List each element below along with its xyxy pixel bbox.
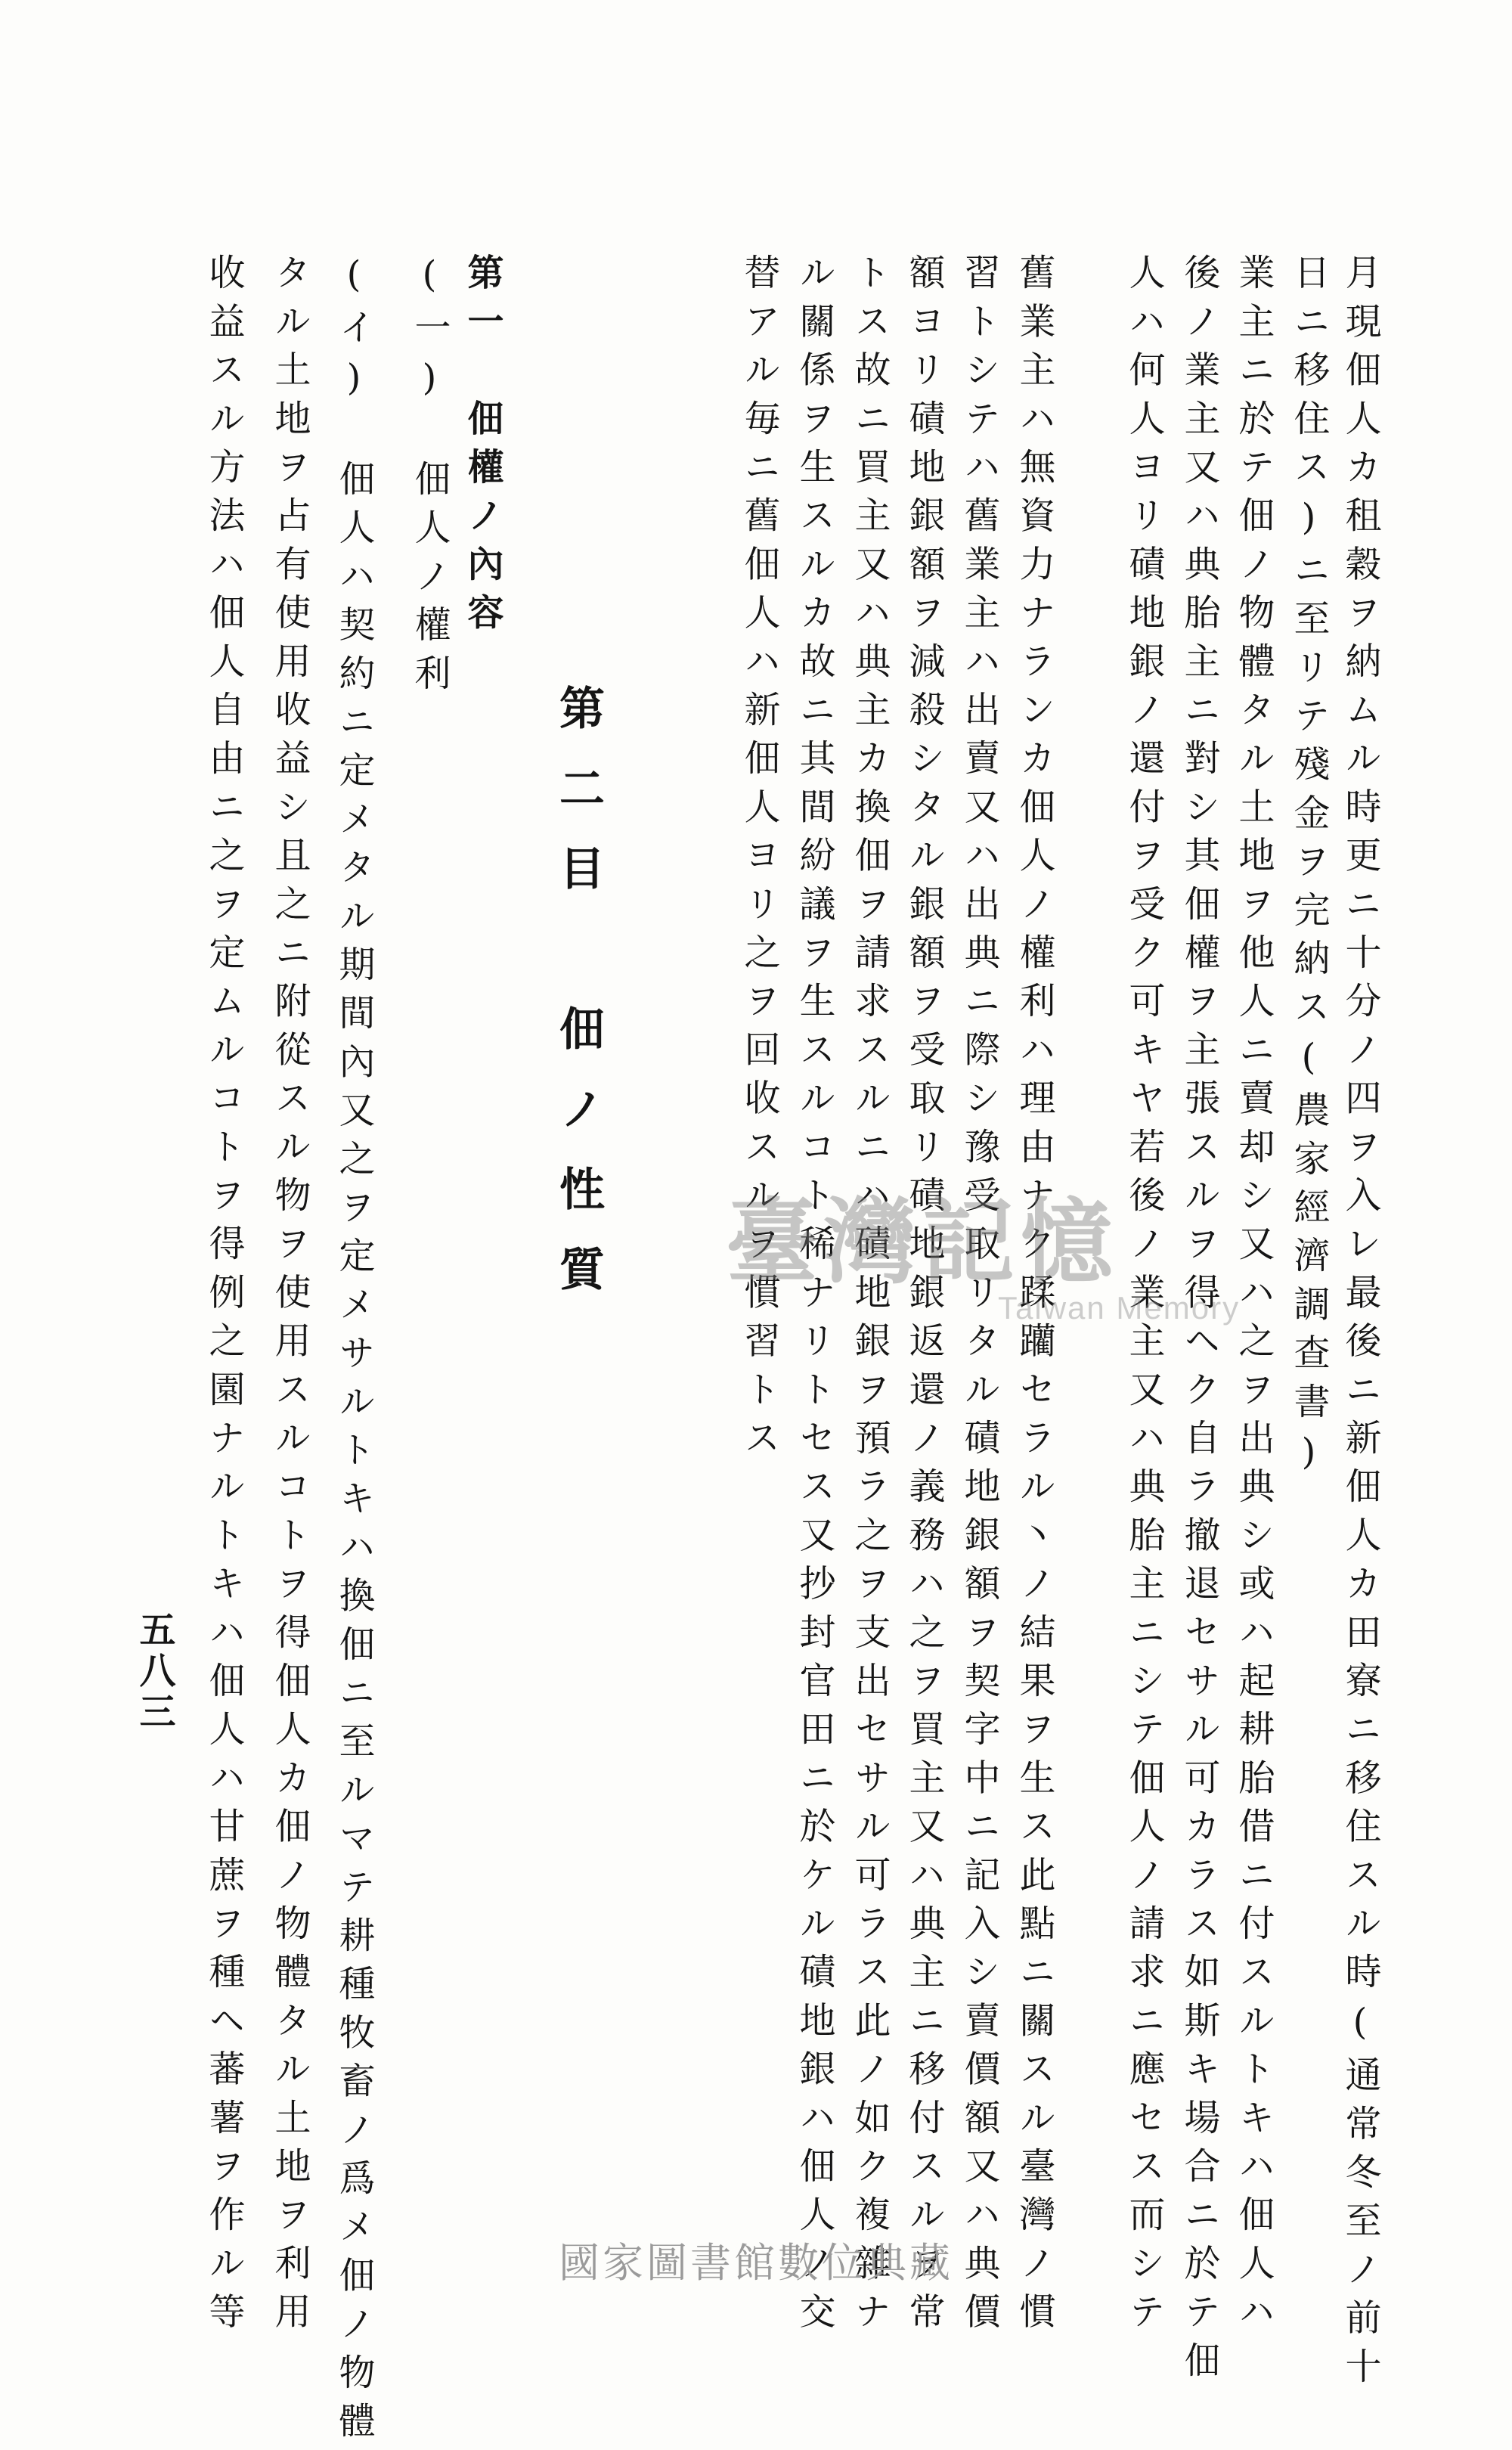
section-heading: 第一 佃權ノ內容 [461,253,503,642]
body-line: 人ハ何人ヨリ磧地銀ノ還付ヲ受ク可キヤ若後ノ業主又ハ典胎主ニシテ佃人ノ請求ニ應セス而シテ [1123,253,1165,2341]
page-number: 五八三 [133,1611,175,1733]
body-line: 額ヨリ磧地銀額ヲ減殺シタル銀額ヲ受取リ磧地銀返還ノ義務ハ之ヲ買主又ハ典主ニ移付スルヲ常 [903,253,945,2341]
body-line: タル土地ヲ占有使用收益シ且之ニ附從スル物ヲ使用スルコトヲ得佃人カ佃ノ物體タル土地ヲ利用 [268,253,311,2341]
body-line: (イ) 佃人ハ契約ニ定メタル期間內又之ヲ定メサルトキハ換佃ニ至ルマテ耕種牧畜ノ爲メ佃ノ物體 [333,253,375,2450]
body-line: 收益スル方法ハ佃人自由ニ之ヲ定ムルコトヲ得例之園ナルトキハ佃人ハ甘蔗ヲ種ヘ蕃薯ヲ作ル等 [203,253,245,2341]
body-line: 舊業主ハ無資力ナランカ佃人ノ權利ハ理由ナク蹂躪セラル丶ノ結果ヲ生ス此點ニ關スル臺灣ノ慣 [1013,253,1055,2341]
body-line: 月現佃人カ租穀ヲ納ムル時更ニ十分ノ四ヲ入レ最後ニ新佃人カ田寮ニ移住スル時(通常冬至ノ前十 [1339,253,1381,2396]
body-line: 替アル毎ニ舊佃人ハ新佃人ヨリ之ヲ回收スルヲ慣習トス [738,253,780,1467]
footer-credit: 國家圖書館數位典藏 [559,2239,953,2287]
body-line: トス故ニ買主又ハ典主カ換佃ヲ請求スルニハ磧地銀ヲ預ラ之ヲ支出セサル可ラス此ノ如ク複雜ナ [848,253,891,2341]
body-line: 日ニ移住ス)ニ至リテ殘金ヲ完納ス(農家經濟調查書) [1287,253,1330,1485]
body-line: 習トシテハ舊業主ハ出賣又ハ出典ニ際シ豫受取リタル磧地銀額ヲ契字中ニ記入シ賣價額又ハ典價 [958,253,1000,2341]
subsection-heading: (一) 佃人ノ權利 [408,253,451,702]
body-line: 後ノ業主又ハ典胎主ニ對シ其佃權ヲ主張スルヲ得ヘク自ラ撤退セサル可カラス如斯キ場合ニ於テ佃 [1178,253,1220,2390]
body-line: 業主ニ於テ佃ノ物體タル土地ヲ他人ニ賣却シ又ハ之ヲ出典シ或ハ起耕胎借ニ付スルトキハ佃人ハ [1232,253,1275,2341]
watermark-subtitle: Taiwan Memory [998,1290,1241,1326]
watermark-title: 臺灣記憶 [726,1187,1119,1296]
body-line: ル關係ヲ生スルカ故ニ其間紛議ヲ生スルコト稀ナリトセス又抄封官田ニ於ケル磧地銀ハ佃人ノ交 [793,253,835,2341]
chapter-heading: 第二目 佃ノ性質 [552,684,605,1326]
